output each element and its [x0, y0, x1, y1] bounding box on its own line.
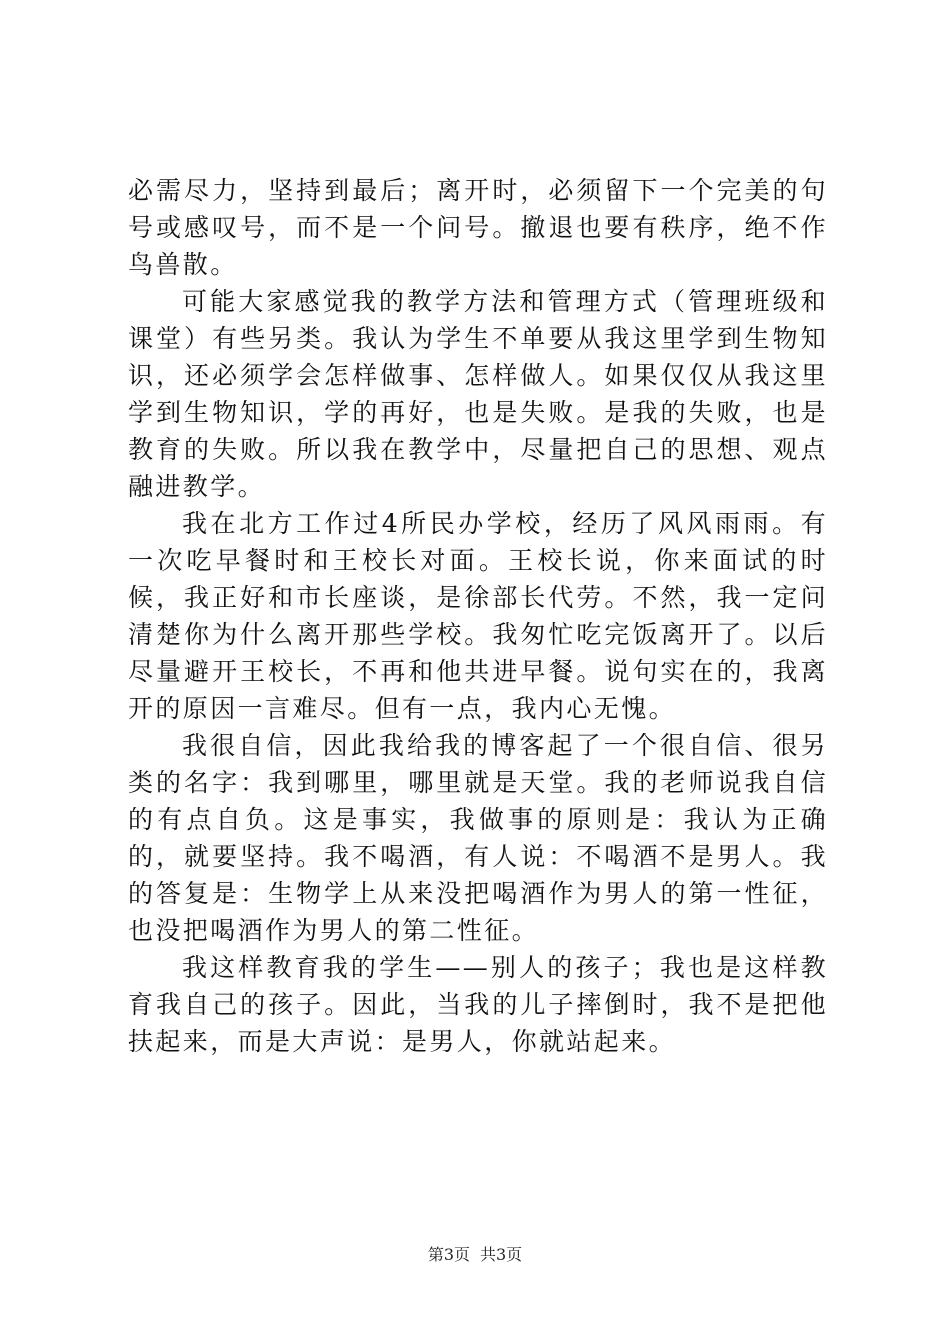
- paragraph: 我很自信，因此我给我的博客起了一个很自信、很另类的名字：我到哪里，哪里就是天堂。我的老师说我自信的有点自负。这是事实，我做事的原则是：我认为正确的，就要坚持。我不喝酒，有人说：不喝酒不是男人。我的答复是：生物学上从来没把喝酒作为男人的第一性征，也没把喝酒作为男人的第二性征。: [128, 731, 828, 945]
- page-total: 共3页: [480, 1245, 523, 1264]
- paragraph: 可能大家感觉我的教学方法和管理方式（管理班级和课堂）有些另类。我认为学生不单要从我这里学到生物知识，还必须学会怎样做事、怎样做人。如果仅仅从我这里学到生物知识，学的再好，也是失败。是我的失败，也是教育的失败。所以我在教学中，尽量把自己的思想、观点融进教学。: [128, 287, 828, 501]
- paragraph: 我在北方工作过4所民办学校，经历了风风雨雨。有一次吃早餐时和王校长对面。王校长说，你来面试的时候，我正好和市长座谈，是徐部长代劳。不然，我一定问清楚你为什么离开那些学校。我匆忙吃完饭离开了。以后尽量避开王校长，不再和他共进早餐。说句实在的，我离开的原因一言难尽。但有一点，我内心无愧。: [128, 509, 828, 723]
- paragraph: 必需尽力，坚持到最后；离开时，必须留下一个完美的句号或感叹号，而不是一个问号。撤退也要有秩序，绝不作鸟兽散。: [128, 176, 828, 279]
- page-number: 第3页: [427, 1245, 470, 1264]
- paragraph: 我这样教育我的学生——别人的孩子；我也是这样教育我自己的孩子。因此，当我的儿子摔倒时，我不是把他扶起来，而是大声说：是男人，你就站起来。: [128, 953, 828, 1056]
- page-footer: [0, 1245, 950, 1265]
- document-body: [128, 172, 828, 1060]
